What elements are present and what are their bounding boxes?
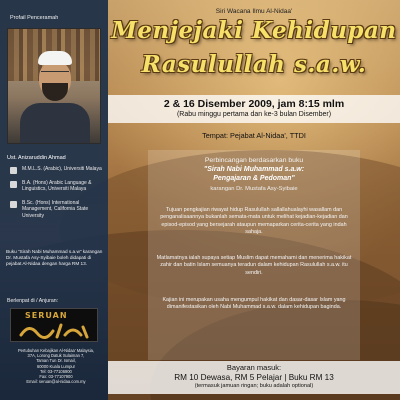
date-banner: [108, 95, 400, 123]
speaker-sidebar: [0, 0, 108, 400]
speaker-name: Ust. Anizaruddin Ahmad: [7, 155, 66, 161]
event-date: 2 & 16 Disember 2009, jam 8:15 mlm: [163, 98, 345, 110]
contact-line: 60000 Kuala Lumpur: [36, 363, 75, 369]
book-title-line1: "Sirah Nabi Muhammad s.a.w:: [203, 166, 305, 173]
series-title: Siri Wacana Ilmu Al-Nidaa': [215, 8, 293, 15]
qualification-list: [10, 166, 102, 226]
book-title-line2: Pengajaran & Pedoman": [213, 175, 295, 182]
photo-beard: [42, 83, 68, 101]
fee-note: (termasuk jamuan ringan; buku adalah optional): [194, 383, 314, 389]
qualification-item: [10, 200, 102, 220]
description-paragraph: Tujuan pengkajian riwayat hidup Rasulullah sallallahualayhi wasallam dan penganalisaannya bukanlah semata-mata untuk melihat kejadian-kejadian dan episod-episod yang bersejarah ataupun memaparkan cerita-cerita yang indah sahaja.: [160, 207, 348, 235]
arabic-calligraphy-icon: [17, 319, 93, 341]
contact-line: Fax: 03-77107900: [39, 374, 73, 380]
main-title-line2: Rasulullah s.a.w.: [141, 51, 367, 78]
photo-shirt: [20, 103, 90, 144]
qualification-text: M.M.L.S. (Arabic), Universiti Malaya: [22, 166, 102, 172]
bullet-icon: [10, 181, 17, 188]
description-paragraph: Kajian ini merupakan usaha mengumpul hakikat dan dasar-dasar Islam yang dimanifestasikan oleh Nabi Muhammad s.a.w. dalam kehidupan baginda.: [162, 297, 346, 311]
book-intro: Perbincangan berdasarkan buku: [204, 157, 304, 164]
photo-cap: [38, 51, 72, 65]
fee-label: Bayaran masuk:: [226, 363, 282, 372]
qualification-text: B.Sc. (Hons) International Management, California State University: [22, 199, 89, 219]
organizer-label: Berlenpat di / Anjuran:: [7, 298, 59, 304]
event-date-note: (Rabu minggu pertama dan ke-3 bulan Disember): [176, 111, 332, 118]
photo-glasses: [41, 71, 69, 76]
bullet-icon: [10, 167, 17, 174]
qualification-item: [10, 180, 102, 193]
main-title-line1: Menjejaki Kehidupan: [111, 17, 397, 44]
bullet-icon: [10, 201, 17, 208]
fee-prices: RM 10 Dewasa, RM 5 Pelajar | Buku RM 13: [174, 373, 334, 382]
speaker-heading: Profail Penceramah: [10, 15, 59, 21]
speaker-photo: [7, 28, 101, 144]
contact-line: 37A, Lorong Datuk Sulaiman 7,: [27, 353, 85, 359]
description-paragraph: Matlamatnya ialah supaya setiap Muslim dapat memahami dan menerima hakikat zahir dan batin Islam semuanya teradun dalam kehidupan Rasulullah s.a.w. itu sendiri.: [156, 255, 352, 276]
event-venue: Tempat: Pejabat Al-Nidaa', TTDI: [202, 131, 306, 140]
contact-line: Tel: 03-77106900: [40, 368, 72, 374]
seruan-logo: [10, 308, 98, 342]
qualification-text: B.A. (Hons) Arabic Language & Linguistics, Universiti Malaya: [22, 179, 92, 192]
book-author: karangan Dr. Mustafa Asy-Syibaie: [210, 186, 298, 192]
fee-banner: [108, 361, 400, 394]
qualification-item: [10, 166, 102, 173]
contact-email: Email: seruan@al-nidaa.com.my: [26, 379, 86, 385]
logo-wordmark: SERUAN: [25, 311, 68, 320]
contact-line: Pertubuhan Kebajikan Al-Nidaa' Malaysia,: [17, 348, 95, 353]
book-availability-note: Buku "Sirah Nabi Muhammad s.a.w" karangan Dr. Mustafa Asy-Syibaie boleh didapati di pejabat Al-Nidaa dengan harga RM 13.: [6, 249, 103, 266]
organizer-contact: [4, 348, 108, 384]
contact-line: Taman Tun Dr. Ismail,: [36, 358, 76, 364]
